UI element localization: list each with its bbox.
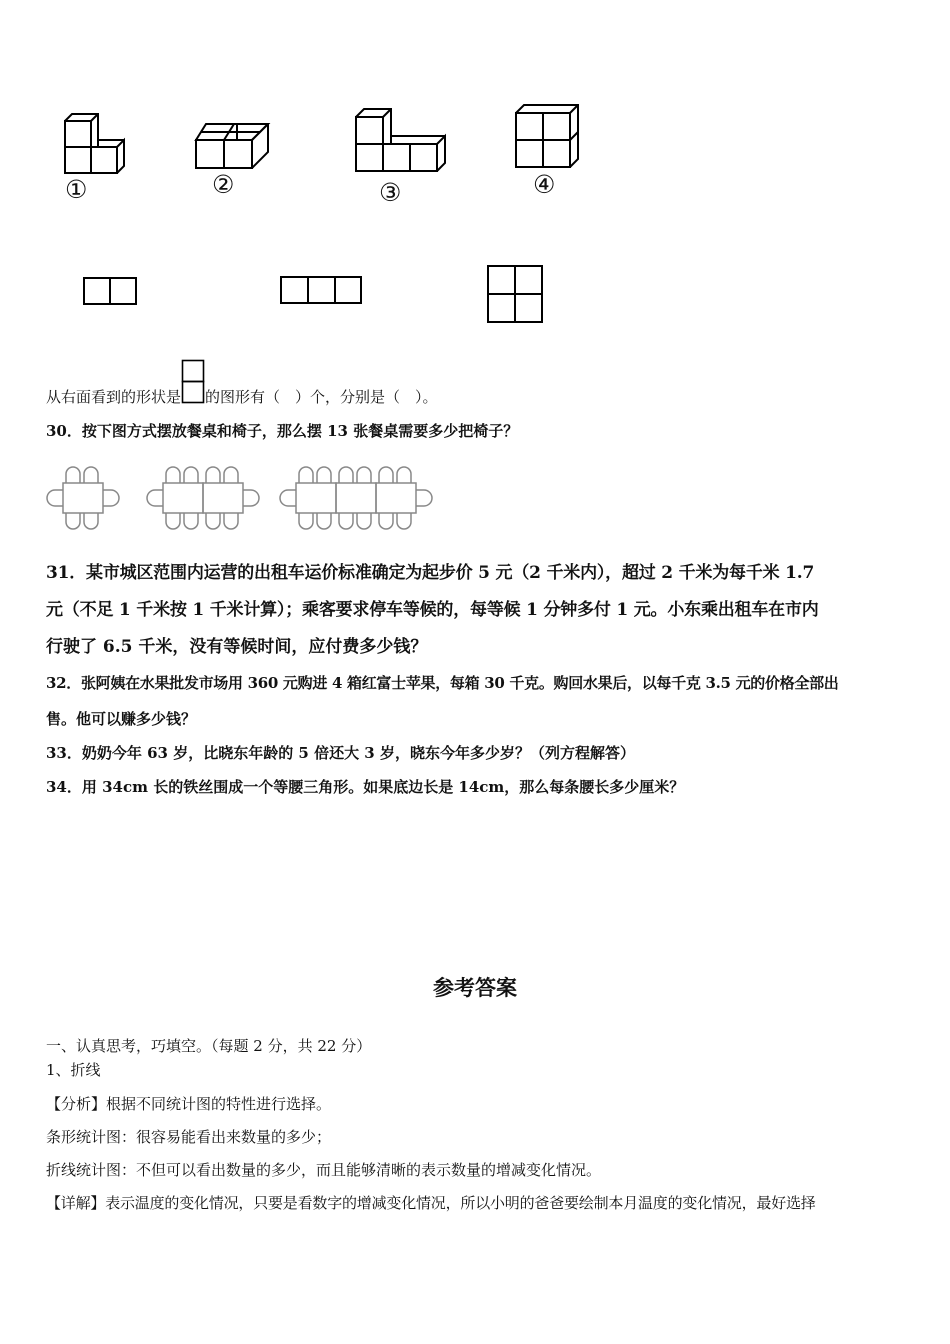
question-31-line-1: 31．某市城区范围内运营的出租车运价标准确定为起步价 5 元（2 千米内），超过 2 千米为每千米 1.7: [46, 563, 815, 583]
tables-chairs-1: [46, 466, 124, 530]
question-31-line-3: 行驶了 6.5 千米，没有等候时间，应付费多少钱？: [46, 637, 428, 657]
q29-text-before: 从右面看到的形状是: [46, 388, 182, 406]
view-shape-two-squares: [82, 276, 138, 306]
answer-line-chart: 折线统计图：不但可以看出数量的多少，而且能够清晰的表示数量的增减变化情况。: [46, 1161, 602, 1179]
figure-label-3: ③: [379, 178, 402, 207]
question-30: 30．按下图方式摆放餐桌和椅子，那么摆 13 张餐桌需要多少把椅子？: [46, 422, 519, 440]
cube-figure-2: [190, 118, 275, 178]
question-34: 34．用 34cm 长的铁丝围成一个等腰三角形。如果底边长是 14cm，那么每条腰长多少厘米？: [46, 778, 685, 796]
tables-chairs-3: [279, 466, 437, 530]
question-29: [46, 359, 438, 407]
figure-label-4: ④: [533, 170, 556, 199]
question-33: 33．奶奶今年 63 岁，比晓东年龄的 5 倍还大 3 岁，晓东今年多少岁？（列方程解答）: [46, 744, 635, 762]
view-shape-three-squares: [279, 275, 363, 305]
figure-label-1: ①: [65, 175, 88, 204]
tables-chairs-2: [146, 466, 264, 530]
view-shape-four-squares: [486, 264, 544, 324]
answer-section-heading: 一、认真思考，巧填空。（每题 2 分，共 22 分）: [46, 1037, 372, 1055]
answer-detail: 【详解】表示温度的变化情况，只要是看数字的增减变化情况，所以小明的爸爸要绘制本月温度的变化情况，最好选择: [46, 1194, 816, 1212]
answer-title: 参考答案: [433, 975, 517, 1000]
view-shape-inline-two-stack: [181, 359, 205, 405]
question-32-line-1: 32．张阿姨在水果批发市场用 360 元购进 4 箱红富士苹果，每箱 30 千克。购回水果后，以每千克 3.5 元的价格全部出: [46, 674, 839, 692]
question-31-line-2: 元（不足 1 千米按 1 千米计算）；乘客要求停车等候的，每等候 1 分钟多付 1 元。小东乘出租车在市内: [46, 600, 819, 620]
answer-bar-chart: 条形统计图：很容易能看出来数量的多少；: [46, 1128, 332, 1146]
answer-item-1: 1、折线: [46, 1061, 101, 1079]
figure-label-2: ②: [212, 170, 235, 199]
q29-text-after: 的图形有（ ）个，分别是（ ）。: [205, 388, 438, 406]
cube-figure-1: [60, 105, 135, 180]
cube-figure-3: [350, 103, 450, 175]
answer-analysis: 【分析】根据不同统计图的特性进行选择。: [46, 1095, 332, 1113]
cube-figure-4: [510, 100, 585, 172]
question-32-line-2: 售。他可以赚多少钱？: [46, 710, 197, 728]
